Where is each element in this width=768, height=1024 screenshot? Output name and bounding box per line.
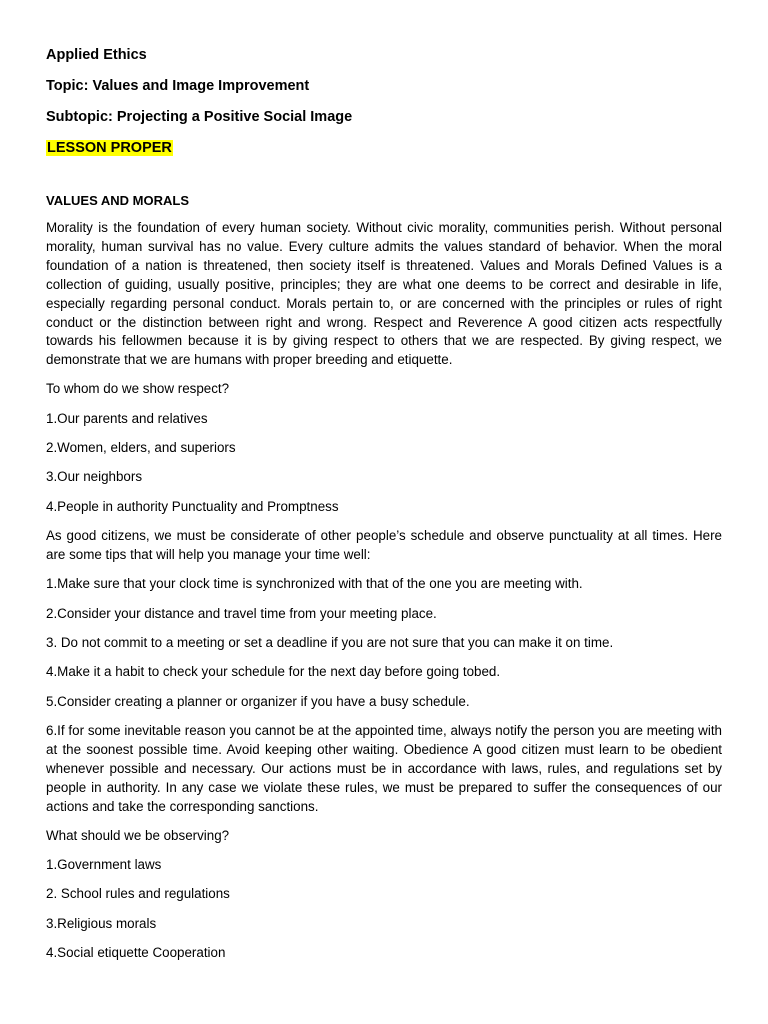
intro-paragraph: Morality is the foundation of every human society. Without civic morality, communities perish. Without personal morality, human survival has no value. Every culture admits the values standard of behavior. When the moral foundation of a nation is threatened, then society itself is threatened. Values and Morals Defined Values is a collection of guiding, usually positive, principles; they are what one deems to be correct and desirable in life, especially regarding personal conduct. Morals pertain to, or are concerned with the principles or rules of right conduct or the distinction between right and wrong. Respect and Reverence A good citizen acts respectfully towards his fellowmen because it is by giving respect to others that we are respected. By giving respect, we demonstrate that we are humans with proper breeding and etiquette.: [46, 220, 722, 368]
lesson-proper-label: LESSON PROPER: [47, 140, 172, 156]
punctuality-paragraph: As good citizens, we must be considerate of other people’s schedule and observe punctuality at all times. Here are some tips that will help you manage your time well:: [46, 528, 722, 563]
list-item: 1.Our parents and relatives: [46, 410, 208, 426]
list-item: 4.People in authority Punctuality and Promptness: [46, 498, 339, 514]
respect-question: To whom do we show respect?: [46, 381, 230, 397]
course-title: Applied Ethics: [46, 47, 147, 63]
subtopic-heading: Subtopic: Projecting a Positive Social Image: [46, 109, 353, 125]
lesson-proper-heading: [46, 139, 722, 158]
list-item: 3.Religious morals: [46, 915, 157, 931]
section-title: VALUES AND MORALS: [46, 193, 189, 208]
observe-question: What should we be observing?: [46, 827, 230, 843]
tip-item: 2.Consider your distance and travel time from your meeting place.: [46, 605, 437, 621]
tip6-paragraph: 6.If for some inevitable reason you cannot be at the appointed time, always notify the person you are meeting with at the soonest possible time. Avoid keeping other waiting. Obedience A good citizen must learn to be obedient whenever possible and necessary. Our actions must be in accordance with laws, rules, and regulations set by people in authority. In any case we violate these rules, we must be prepared to suffer the consequences of our actions and take the corresponding sanctions.: [46, 723, 722, 814]
list-item: 3.Our neighbors: [46, 469, 143, 485]
topic-heading: Topic: Values and Image Improvement: [46, 78, 310, 94]
tip-item: 1.Make sure that your clock time is synchronized with that of the one you are meeting with.: [46, 576, 583, 592]
tip-item: 3. Do not commit to a meeting or set a deadline if you are not sure that you can make it on time.: [46, 634, 614, 650]
tip-item: 5.Consider creating a planner or organizer if you have a busy schedule.: [46, 693, 470, 709]
tip-item: 4.Make it a habit to check your schedule for the next day before going tobed.: [46, 664, 501, 680]
list-item: 1.Government laws: [46, 857, 162, 873]
list-item: 4.Social etiquette Cooperation: [46, 945, 226, 961]
list-item: 2. School rules and regulations: [46, 886, 230, 902]
list-item: 2.Women, elders, and superiors: [46, 440, 236, 456]
